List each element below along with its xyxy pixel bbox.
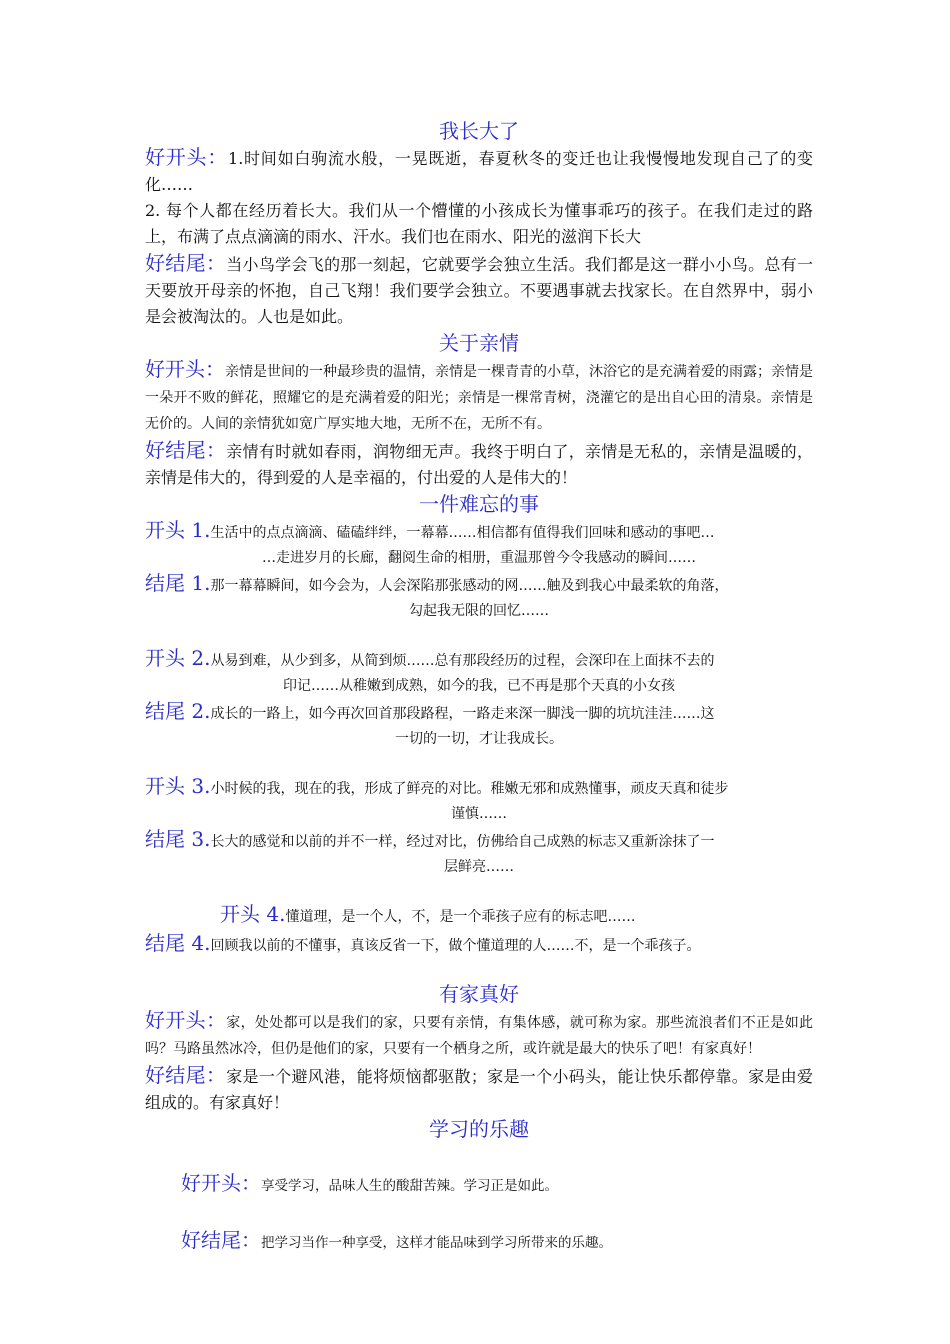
opening-text: 家，处处都可以是我们的家，只要有亲情，有集体感，就可称为家。那些流浪者们不正是如此吗？马路虽然冰冷，但仍是他们的家，只要有一个栖身之所，或许就是最大的快乐了吧！有家真好！	[145, 1015, 814, 1057]
spacer	[145, 623, 813, 645]
good-ending-label: 好结尾：	[145, 438, 227, 462]
paragraph	[145, 437, 813, 491]
ending-2-label: 结尾 2.	[145, 699, 211, 723]
ending-4-label: 结尾 4.	[145, 931, 211, 955]
section-title-home: 有家真好	[439, 982, 519, 1006]
good-ending-label: 好结尾：	[181, 1228, 261, 1252]
paragraph: 2. 每个人都在经历着长大。我们从一个懵懂的小孩成长为懂事乖巧的孩子。在我们走过的路上，布满了点点滴滴的雨水、汗水。我们也在雨水、阳光的滋润下长大	[145, 201, 813, 246]
opening-text: 亲情是世间的一种最珍贵的温情，亲情是一棵青青的小草，沐浴它的是充满着爱的雨露；亲情是一朵开不败的鲜花，照耀它的是充满着爱的阳光；亲情是一棵常青树，浇灌它的是出自心田的清泉。亲情是无价的。人间的亲情犹如宽广厚实地大地，无所不在，无所不有。	[145, 364, 813, 432]
section-title-growing-up: 我长大了	[439, 119, 519, 143]
paragraph	[145, 356, 813, 437]
opening-1-label: 开头 1.	[145, 518, 211, 542]
spacer	[145, 959, 813, 981]
spacer	[145, 879, 813, 901]
good-opening-label: 好开头：	[145, 1008, 227, 1032]
spacer	[145, 1199, 813, 1227]
section-title-unforgettable-event: 一件难忘的事	[419, 492, 539, 516]
opening-4-label: 开头 4.	[220, 902, 286, 926]
ending-4-text: 回顾我以前的不懂事，真该反省一下，做个懂道理的人……不，是一个乖孩子。	[210, 938, 701, 954]
paragraph-continuation: 一切的一切，才让我成长。	[395, 731, 563, 747]
good-ending-label: 好结尾：	[145, 251, 227, 275]
document-page	[145, 118, 813, 1256]
opening-text: 享受学习，品味人生的酸甜苦辣。学习正是如此。	[261, 1178, 558, 1194]
opening-3-text: 小时候的我，现在的我，形成了鲜亮的对比。稚嫩无邪和成熟懂事，顽皮天真和徒步	[210, 781, 729, 797]
ending-1-text: 那一幕幕瞬间，如今会为，人会深陷那张感动的网……触及到我心中最柔软的角落，	[210, 578, 729, 594]
opening-2-label: 开头 2.	[145, 646, 211, 670]
ending-2-text: 成长的一路上，如今再次回首那段路程，一路走来深一脚浅一脚的坑坑洼洼……这	[210, 706, 715, 722]
section-title-joy-of-learning: 学习的乐趣	[429, 1117, 529, 1141]
opening-3-label: 开头 3.	[145, 774, 211, 798]
paragraph	[145, 901, 813, 930]
paragraph	[145, 930, 813, 959]
paragraph-continuation: …走进岁月的长廊，翻阅生命的相册，重温那曾今令我感动的瞬间……	[262, 550, 696, 566]
paragraph	[145, 1170, 813, 1199]
section-title-family-love: 关于亲情	[439, 331, 519, 355]
ending-3-label: 结尾 3.	[145, 827, 211, 851]
ending-text: 把学习当作一种享受，这样才能品味到学习所带来的乐趣。	[261, 1235, 612, 1251]
paragraph	[145, 1227, 813, 1256]
paragraph	[145, 250, 813, 330]
opening-2-text: 从易到难，从少到多，从简到烦……总有那段经历的过程，会深印在上面抹不去的	[210, 653, 715, 669]
paragraph	[145, 144, 813, 198]
spacer	[145, 1142, 813, 1170]
ending-3-text: 长大的感觉和以前的并不一样，经过对比，仿佛给自己成熟的标志又重新涂抹了一	[210, 834, 715, 850]
paragraph-continuation: 谨慎……	[451, 806, 507, 822]
paragraph	[145, 773, 813, 802]
opening-4-text: 懂道理，是一个人，不，是一个乖孩子应有的标志吧……	[285, 909, 636, 925]
paragraph	[145, 1062, 813, 1116]
paragraph	[145, 645, 813, 674]
good-ending-label: 好结尾：	[145, 1063, 227, 1087]
paragraph	[145, 1007, 813, 1062]
paragraph	[145, 698, 813, 727]
spacer	[145, 751, 813, 773]
ending-1-label: 结尾 1.	[145, 571, 211, 595]
opening-1-text: 生活中的点点滴滴、磕磕绊绊，一幕幕……相信都有值得我们回味和感动的事吧…	[210, 525, 715, 541]
paragraph	[145, 826, 813, 855]
good-opening-label: 好开头：	[181, 1171, 261, 1195]
paragraph-continuation: 层鲜亮……	[444, 859, 514, 875]
paragraph-continuation: 印记……从稚嫩到成熟，如今的我，已不再是那个天真的小女孩	[283, 678, 675, 694]
ending-text: 亲情有时就如春雨，润物细无声。我终于明白了，亲情是无私的，亲情是温暖的，亲情是伟大的，得到爱的人是幸福的，付出爱的人是伟大的！	[145, 442, 813, 487]
good-opening-label: 好开头：	[145, 357, 225, 381]
good-opening-label: 好开头：	[145, 145, 229, 169]
opening-text: 1.时间如白驹流水般，一晃既逝，春夏秋冬的变迁也让我慢慢地发现自己了的变化……	[145, 149, 813, 194]
ending-text: 家是一个避风港，能将烦恼都驱散；家是一个小码头，能让快乐都停靠。家是由爱组成的。有家真好！	[145, 1067, 813, 1112]
paragraph-continuation: 勾起我无限的回忆……	[409, 603, 549, 619]
paragraph	[145, 570, 813, 599]
ending-text: 当小鸟学会飞的那一刻起，它就要学会独立生活。我们都是这一群小小鸟。总有一天要放开母亲的怀抱，自己飞翔！我们要学会独立。不要遇事就去找家长。在自然界中，弱小是会被淘汰的。人也是如此。	[145, 255, 813, 326]
paragraph	[145, 517, 813, 546]
